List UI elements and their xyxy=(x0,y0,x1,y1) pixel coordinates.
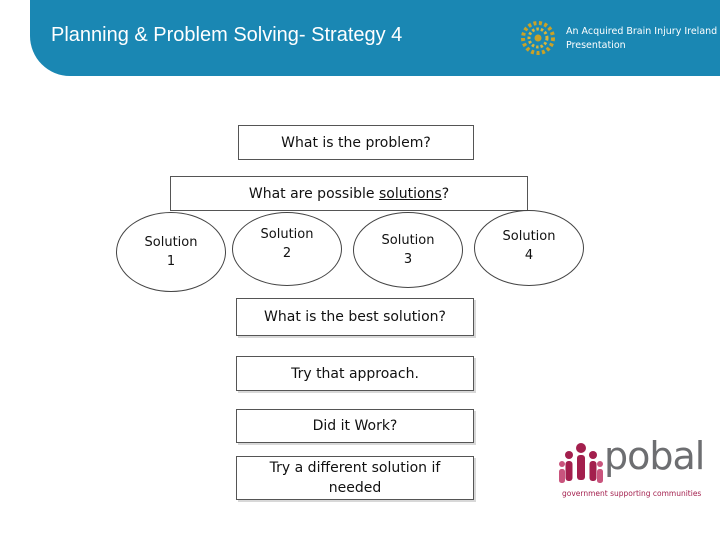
possible-solutions-suffix: ? xyxy=(441,185,450,202)
pobal-logo xyxy=(558,434,705,502)
solution-1-oval xyxy=(116,212,226,292)
solution-3-oval xyxy=(353,212,463,288)
best-solution-label: What is the best solution? xyxy=(264,309,446,325)
pobal-tagline: government supporting communities xyxy=(562,489,702,498)
abi-logo-mark-icon xyxy=(518,18,558,58)
logo-text-line2: Presentation xyxy=(566,40,626,51)
possible-solutions-prefix: What are possible xyxy=(248,185,379,202)
solution-2-line1: Solution xyxy=(260,227,314,242)
try-approach-box xyxy=(236,356,474,391)
possible-solutions-label xyxy=(249,186,449,202)
possible-solutions-box xyxy=(170,176,528,211)
solution-4-line1: Solution xyxy=(502,229,556,244)
pobal-people-icon xyxy=(558,442,604,490)
best-solution-box xyxy=(236,298,474,336)
solution-2-oval xyxy=(232,212,342,286)
try-different-line1: Try a different solution if xyxy=(269,460,441,476)
solution-4-oval xyxy=(474,210,584,286)
title-banner xyxy=(30,0,720,76)
problem-box xyxy=(238,125,474,160)
solution-3-line1: Solution xyxy=(381,233,435,248)
possible-solutions-word: solutions xyxy=(378,185,442,202)
slide-title: Planning & Problem Solving- Strategy 4 xyxy=(51,24,403,46)
abi-ireland-logo xyxy=(498,18,718,58)
pobal-wordmark: pobal xyxy=(604,434,705,478)
did-it-work-box xyxy=(236,409,474,443)
try-different-line2: needed xyxy=(328,480,382,496)
solution-1-line1: Solution xyxy=(144,235,198,250)
solution-4-line2: 4 xyxy=(524,248,534,263)
solution-2-line2: 2 xyxy=(282,246,292,261)
solution-1-line2: 1 xyxy=(166,254,176,269)
try-different-box xyxy=(236,456,474,500)
try-approach-label: Try that approach. xyxy=(291,365,419,382)
logo-text-line1: An Acquired Brain Injury Ireland xyxy=(566,26,718,37)
problem-label: What is the problem? xyxy=(281,134,431,151)
did-it-work-label: Did it Work? xyxy=(312,418,398,434)
solution-3-line2: 3 xyxy=(403,252,413,267)
